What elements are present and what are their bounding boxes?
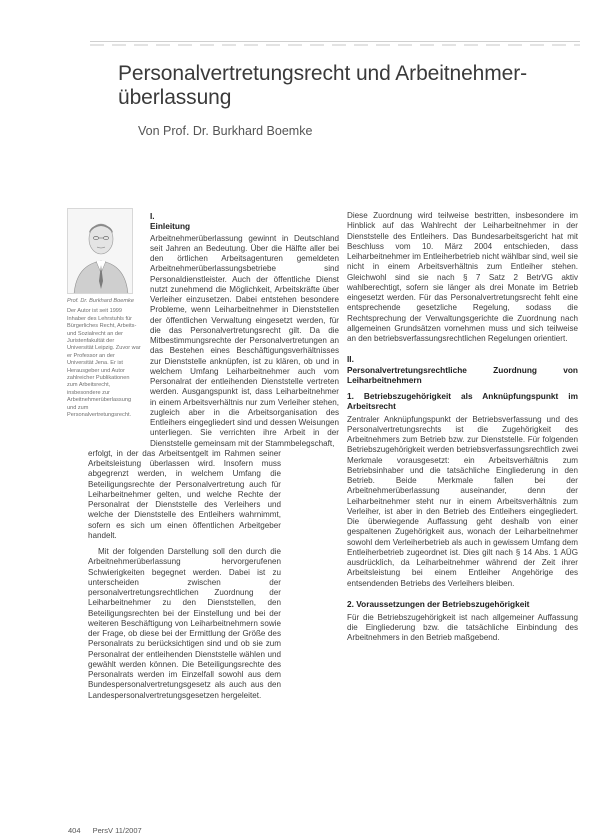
- page-number: 404: [68, 826, 81, 835]
- author-bio: Der Autor ist seit 1999 Inhaber des Lehrstuhls für Bürgerliches Recht, Arbeits- und Sozialrecht an der Juristenfakultät der Universität Leipzig. Zuvor war er Professor an der Universität Jena. Er ist Herausgeber und Autor zahlreicher Publikationen zum Arbeitsrecht, insbesondere zur Arbeitnehmerüberlassung und zum Personalvertretungsrecht.: [67, 308, 141, 419]
- subsection-heading: 1. Betriebszugehörigkeit als Anknüpfungspunkt im Arbeitsrecht: [347, 390, 578, 411]
- article-title: Personalvertretungsrecht und Arbeitnehmer-überlassung: [118, 62, 528, 109]
- section-number: II.: [347, 354, 354, 365]
- paragraph: erfolgt, in der das Arbeitsentgelt im Rahmen seiner Arbeitsleistung überlassen wird. Insofern muss abgegrenzt werden, in welchem Umfang die Beteiligungsrechte der Personalvertretung auch für Leiharbeitnehmer gelten, und welche Rechte der Personalrat der Dienststelle des Verleihers und welche der Dienststelle des Entleihers wahrnimmt, sofern es sich um einen öffentlichen Arbeitgeber handelt.: [88, 448, 281, 540]
- section-number: I.: [150, 211, 155, 221]
- header-running-line: [90, 44, 580, 46]
- subsection-heading: 2. Voraussetzungen der Betriebszugehörigkeit: [347, 598, 530, 609]
- article-author: Von Prof. Dr. Burkhard Boemke: [138, 124, 313, 138]
- author-photo: [67, 208, 133, 294]
- column-right: [347, 211, 578, 644]
- photo-caption: Prof. Dr. Burkhard Boemke: [67, 298, 134, 304]
- paragraph: Diese Zuordnung wird teilweise bestritten, insbesondere im Hinblick auf das Wahlrecht der Leiharbeitnehmer in der Dienststelle des Entleihers. Das Bundesarbeitsgericht hat mit Beschluss vom 10. März 2004 entschieden, dass Leiharbeitnehmer im Entleiherbetrieb nicht wählbar sind, weil sie nicht in einem Arbeitsverhältnis zum Entleiher stehen. Gleichwohl sind sie nach § 7 Satz 2 BetrVG aktiv wahlberechtigt, sofern sie länger als drei Monate im Betrieb eingesetzt werden. Für das Personalvertretungsrecht fehlt eine entsprechende gesetzliche Regelung, sodass die Rechtsprechung der Verwaltungsgerichte die Zuordnung nach allgemeinen Grundsätzen vornehmen muss und sich teilweise an den betriebsverfassungsrechtlichen Regelungen orientiert.: [347, 211, 578, 343]
- paragraph: Für die Betriebszugehörigkeit ist nach allgemeiner Auffassung die Eingliederung bzw. die tatsächliche Einbindung des Arbeitnehmers in den Betrieb maßgebend.: [347, 612, 578, 643]
- section-heading: Einleitung: [150, 221, 191, 232]
- journal-issue: PersV 11/2007: [92, 826, 142, 835]
- paragraph: Mit der folgenden Darstellung soll den durch die Arbeitnehmerüberlassung hervorgerufenen Schwierigkeiten begegnet werden. Dabei ist zu unterscheiden zwischen der personalvertretungsrechtlichen Zuordnung der Leiharbeitnehmer zu den Dienststellen, den Beteiligungsrechten bei der Einstellung und bei der weiteren Beschäftigung von Leiharbeitnehmern sowie der Frage, ob diese bei der Ermittlung der Größe des Personalrats zu berücksichtigen sind und ob sie zum Personalrat der entleihenden Dienststelle wählen und gewählt werden können. Die Beteiligungsrechte des Personalrats werden im Einzelfall sowohl aus dem Bundespersonalvertretungsgesetz als auch aus den Landespersonalvertretungsgesetzen hergeleitet.: [88, 547, 281, 700]
- header-rule: [90, 41, 580, 42]
- section-heading: Personalvertretungsrechtliche Zuordnung von Leiharbeitnehmern: [347, 364, 578, 385]
- page-footer: [68, 826, 152, 835]
- author-sidebar: [67, 298, 141, 420]
- paragraph: Zentraler Anknüpfungspunkt der Betriebsverfassung und des Personalvertretungsrechts ist die Zugehörigkeit des Arbeitnehmers zum Betrieb bzw. zur Dienststelle. Für folgenden Betriebszugehörigkeit werden betriebsverfassungsrechtlich zwei Merkmale vorausgesetzt: ein Arbeitsverhältnis zum Betriebsinhaber und die tatsächliche Eingliederung in den Betrieb. Beide Merkmale fallen bei der Arbeitnehmerüberlassung auseinander, denn der Leiharbeitnehmer steht nur in einem Arbeitsverhältnis zum Verleiher, ist aber in den Betrieb des Entleihers eingegliedert. Die überwiegende Auffassung geht deshalb von einer gespaltenen Zugehörigkeit aus, wonach der Leiharbeitnehmer sowohl dem Verleiherbetrieb als auch in gewissem Umfang dem Entleiherbetrieb zugeordnet ist. Dies gilt nach § 14 Abs. 1 AÜG ausdrücklich, da Leiharbeitnehmer während der Zeit ihrer Arbeitsleistung bei einem Entleiher Angehörige des entsendenden Betriebs des Verleihers bleiben.: [347, 414, 578, 588]
- paragraph: Arbeitnehmerüberlassung gewinnt in Deutschland seit Jahren an Bedeutung. Über die Hälfte aller bei den örtlichen Arbeitsagenturen gemeldeten Arbeitnehmerüberlassungsbetriebe sind Personaldienstleister. Auch der öffentliche Dienst nutzt zunehmend die Möglichkeit, Arbeitskräfte über Verleiher einzusetzen. Dabei entstehen besondere Probleme, wenn Leiharbeitnehmer in Dienststellen der öffentlichen Verwaltung eingesetzt werden, für die das Personalvertretungsrecht gilt. Da die Mitbestimmungsrechte der Personalvertretungen an das Bestehen eines Beschäftigungsverhältnisses zur Dienststelle anknüpfen, ist zu klären, ob und in welchem Umfang Leiharbeitnehmer auch vom Personalrat der entleihenden Dienststelle vertreten werden. Ausgangspunkt ist, dass Leiharbeitnehmer in einem Arbeitsverhältnis nur zum Verleiher stehen, zugleich aber in die Arbeitsorganisation des Entleihers eingegliedert sind und dessen Weisungen unterliegen. Sie verrichten ihre Arbeit in der Dienststelle gemeinsam mit der Stammbelegschaft,: [150, 233, 339, 448]
